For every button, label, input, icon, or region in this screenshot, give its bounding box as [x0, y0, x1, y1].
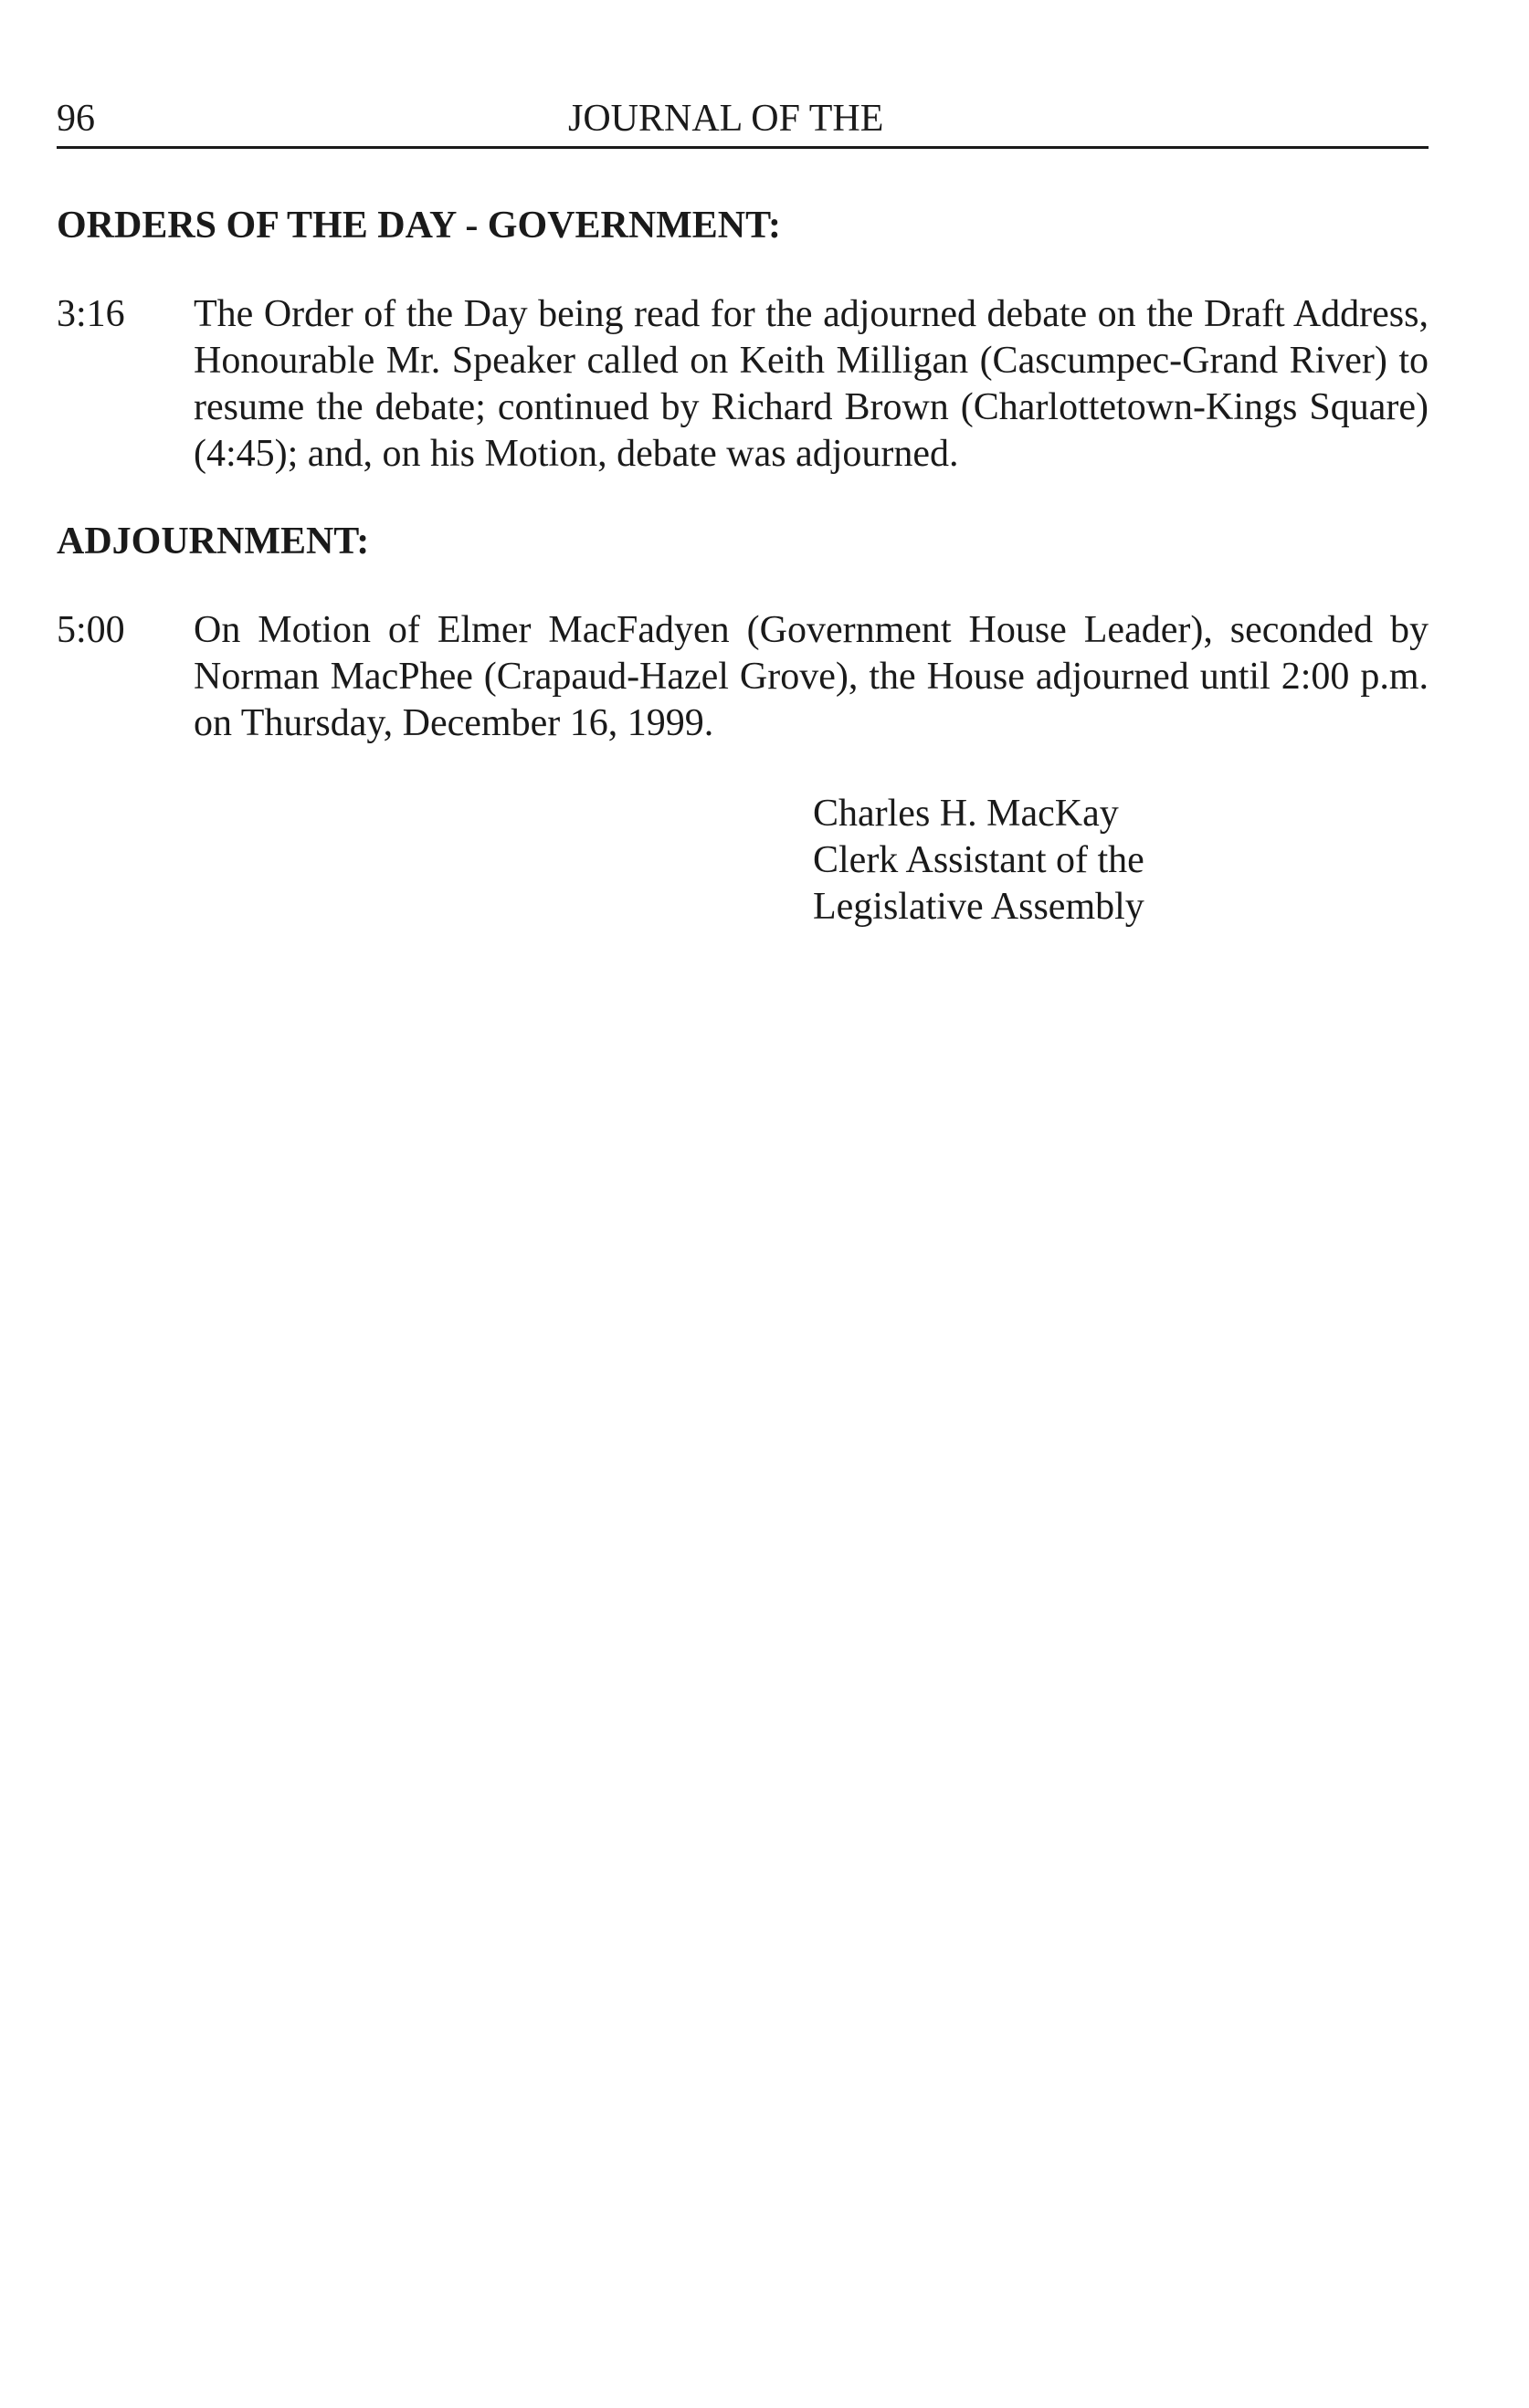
signatory-name: Charles H. MacKay [813, 793, 1119, 835]
orders-entry-time: 3:16 [57, 293, 125, 335]
orders-entry-text: The Order of the Day being read for the adjourned debate on the Draft Address, Honourable Mr. Speaker called on Keith Milligan (Cascumpec-Grand River) to resume the debate; continued by Richard Brown (Charlottetown-Kings Square) (4:45); and, on his Motion, debate was adjourned. [194, 293, 1429, 475]
signatory-title-line-2: Legislative Assembly [813, 886, 1144, 928]
adjournment-entry-time: 5:00 [57, 609, 125, 651]
signatory-title-line-1: Clerk Assistant of the [813, 839, 1144, 881]
adjournment-entry [57, 607, 1429, 747]
signature-block [813, 791, 1429, 931]
orders-entry [57, 291, 1429, 478]
running-head [57, 91, 1429, 149]
journal-page [57, 91, 1429, 931]
adjournment-entry-text: On Motion of Elmer MacFadyen (Government House Leader), seconded by Norman MacPhee (Crapaud-Hazel Grove), the House adjourned until 2:00 p.m. on Thursday, December 16, 1999. [194, 609, 1429, 744]
journal-title: JOURNAL OF THE [568, 98, 884, 140]
adjournment-heading: ADJOURNMENT: [57, 521, 370, 563]
orders-of-the-day-heading: ORDERS OF THE DAY - GOVERNMENT: [57, 205, 782, 247]
page-number: 96 [57, 98, 95, 140]
